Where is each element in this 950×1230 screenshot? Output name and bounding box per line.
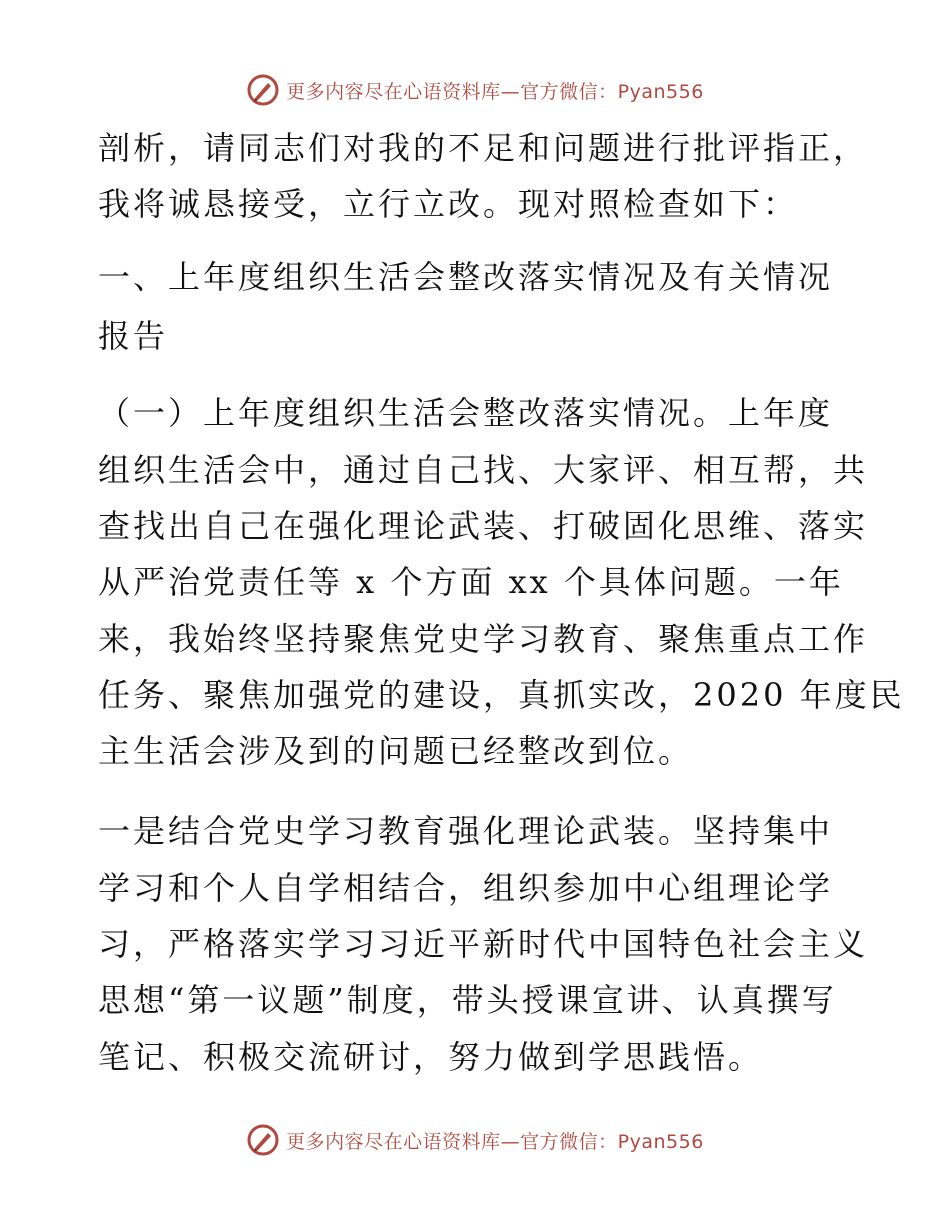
body-line-2: 我将诚恳接受，立行立改。现对照检查如下： [98, 185, 799, 223]
body-line-15: 思想“第一议题”制度，带头授课宣讲、认真撰写 [98, 981, 837, 1019]
pen-logo-icon [246, 73, 280, 107]
body-line-6: 组织生活会中，通过自己找、大家评、相互帮，共 [98, 451, 869, 489]
body-line-12: 一是结合党史学习教育强化理论武装。坚持集中 [98, 812, 834, 850]
footer-watermark [0, 1120, 950, 1160]
section-heading-line-1: 一、上年度组织生活会整改落实情况及有关情况 [98, 258, 834, 296]
pen-logo-icon [246, 1123, 280, 1157]
body-line-9: 来，我始终坚持聚焦党史学习教育、聚焦重点工作 [98, 620, 869, 658]
body-line-11: 主生活会涉及到的问题已经整改到位。 [98, 732, 694, 770]
header-watermark-text: 更多内容尽在心语资料库—官方微信：Pyan556 [286, 80, 704, 103]
body-line-14: 习，严格落实学习习近平新时代中国特色社会主义 [98, 925, 869, 963]
body-line-16: 笔记、积极交流研讨，努力做到学思践悟。 [98, 1038, 764, 1076]
body-line-13: 学习和个人自学相结合，组织参加中心组理论学 [98, 869, 834, 907]
section-heading-line-2: 报告 [98, 317, 169, 355]
body-line-10: 任务、聚焦加强党的建设，真抓实改，2020 年度民 [98, 676, 905, 714]
header-watermark [0, 70, 950, 110]
body-line-8: 从严治党责任等 x 个方面 xx 个具体问题。一年 [98, 563, 844, 601]
footer-watermark-text: 更多内容尽在心语资料库—官方微信：Pyan556 [286, 1130, 704, 1153]
body-line-1: 剖析，请同志们对我的不足和问题进行批评指正， [98, 129, 869, 167]
body-line-7: 查找出自己在强化理论武装、打破固化思维、落实 [98, 507, 869, 545]
body-line-5: （一）上年度组织生活会整改落实情况。上年度 [98, 394, 834, 432]
